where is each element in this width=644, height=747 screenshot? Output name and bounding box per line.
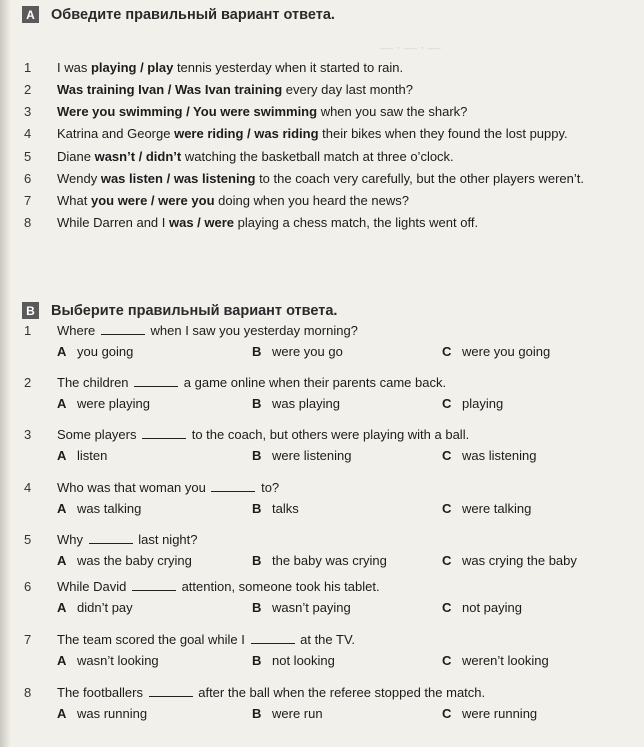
- item-number: 5: [24, 149, 32, 164]
- option-c[interactable]: [442, 500, 531, 517]
- item-number: 2: [24, 82, 32, 97]
- exercise-a-item: [24, 170, 584, 188]
- answer-blank[interactable]: [134, 374, 178, 387]
- answer-choice[interactable]: were riding / was riding: [174, 126, 319, 141]
- question-number: 5: [24, 532, 32, 547]
- question-number: 4: [24, 480, 32, 495]
- option-a[interactable]: [57, 552, 192, 569]
- exercise-a-item: [24, 192, 409, 210]
- question-text: at the TV.: [296, 632, 356, 647]
- option-a[interactable]: [57, 343, 133, 360]
- option-text: were playing: [77, 396, 150, 411]
- sentence-text: Katrina and George: [57, 126, 175, 141]
- item-number: 4: [24, 126, 32, 141]
- option-c[interactable]: [442, 652, 549, 669]
- option-b[interactable]: [252, 552, 387, 569]
- sentence-text: every day last month?: [282, 82, 413, 97]
- answer-blank[interactable]: [149, 684, 193, 697]
- sentence-text: to the coach very carefully, but the other players weren’t.: [255, 171, 584, 186]
- option-letter: B: [252, 706, 262, 721]
- exercise-b-question: [24, 426, 469, 443]
- option-text: you going: [77, 344, 134, 359]
- answer-blank[interactable]: [132, 578, 176, 591]
- option-a[interactable]: [57, 447, 107, 464]
- option-text: were you going: [462, 344, 551, 359]
- question-text: attention, someone took his tablet.: [177, 579, 380, 594]
- option-c[interactable]: [442, 395, 503, 412]
- option-text: were talking: [462, 501, 532, 516]
- option-letter: C: [442, 501, 452, 516]
- question-text: a game online when their parents came back.: [180, 375, 447, 390]
- option-a[interactable]: [57, 599, 133, 616]
- question-text: Where: [57, 323, 99, 338]
- exercise-a-item: [24, 148, 454, 166]
- option-letter: C: [442, 396, 452, 411]
- option-text: wasn’t looking: [77, 653, 159, 668]
- question-text: While David: [57, 579, 130, 594]
- sentence-text: doing when you heard the news?: [214, 193, 409, 208]
- answer-blank[interactable]: [142, 426, 186, 439]
- option-text: were you go: [272, 344, 343, 359]
- question-text: to the coach, but others were playing with a ball.: [188, 427, 470, 442]
- option-letter: A: [57, 501, 67, 516]
- option-letter: B: [252, 501, 262, 516]
- option-a[interactable]: [57, 705, 147, 722]
- option-letter: A: [57, 553, 67, 568]
- option-letter: B: [252, 448, 262, 463]
- option-text: was crying the baby: [462, 553, 577, 568]
- answer-blank[interactable]: [89, 531, 133, 544]
- answer-blank[interactable]: [211, 479, 255, 492]
- option-letter: C: [442, 344, 452, 359]
- sentence-text: What: [57, 193, 91, 208]
- option-text: weren’t looking: [462, 653, 549, 668]
- question-number: 1: [24, 323, 32, 338]
- answer-choice[interactable]: playing / play: [90, 60, 174, 75]
- option-text: listen: [77, 448, 108, 463]
- exercise-b-question: [24, 531, 198, 548]
- option-text: wasn’t paying: [272, 600, 351, 615]
- sentence-text: While Darren and I: [57, 215, 169, 230]
- answer-choice[interactable]: Was training Ivan / Was Ivan training: [57, 82, 283, 97]
- option-c[interactable]: [442, 599, 522, 616]
- option-text: not paying: [462, 600, 522, 615]
- option-c[interactable]: [442, 705, 537, 722]
- option-letter: B: [252, 553, 262, 568]
- question-text: after the ball when the referee stopped the match.: [194, 685, 486, 700]
- option-text: was running: [77, 706, 148, 721]
- answer-choice[interactable]: Were you swimming / You were swimming: [57, 104, 318, 119]
- option-b[interactable]: [252, 343, 343, 360]
- item-number: 3: [24, 104, 32, 119]
- question-number: 2: [24, 375, 32, 390]
- exercise-b-question: [24, 322, 358, 339]
- option-b[interactable]: [252, 500, 299, 517]
- item-number: 6: [24, 171, 32, 186]
- exercise-a-item: [24, 125, 568, 143]
- exercise-b-question: [24, 479, 279, 496]
- option-letter: B: [252, 653, 262, 668]
- exercise-b-question: [24, 631, 355, 648]
- sentence-text: their bikes when they found the lost puppy.: [318, 126, 568, 141]
- option-text: was playing: [272, 396, 340, 411]
- option-a[interactable]: [57, 500, 141, 517]
- section-b-letter: B: [22, 302, 39, 319]
- question-text: The footballers: [57, 685, 147, 700]
- option-letter: B: [252, 396, 262, 411]
- option-b[interactable]: [252, 599, 351, 616]
- option-text: not looking: [272, 653, 335, 668]
- section-b-header: [22, 302, 337, 319]
- question-text: Some players: [57, 427, 141, 442]
- question-text: to?: [257, 480, 280, 495]
- option-text: talks: [272, 501, 299, 516]
- option-c[interactable]: [442, 552, 577, 569]
- answer-choice[interactable]: you were / were you: [90, 193, 215, 208]
- option-a[interactable]: [57, 395, 150, 412]
- question-number: 6: [24, 579, 32, 594]
- option-b[interactable]: [252, 705, 323, 722]
- option-letter: A: [57, 653, 67, 668]
- option-a[interactable]: [57, 652, 159, 669]
- question-text: Who was that woman you: [57, 480, 210, 495]
- option-text: playing: [462, 396, 504, 411]
- option-b[interactable]: [252, 395, 340, 412]
- question-number: 7: [24, 632, 32, 647]
- section-a-letter: A: [22, 6, 39, 23]
- exercise-a-item: [24, 59, 403, 77]
- section-a-header: [22, 6, 335, 23]
- sentence-text: I was: [57, 60, 91, 75]
- option-text: were run: [272, 706, 323, 721]
- option-text: was the baby crying: [77, 553, 192, 568]
- option-letter: C: [442, 600, 452, 615]
- answer-blank[interactable]: [101, 322, 145, 335]
- exercise-a-item: [24, 81, 413, 99]
- question-number: 3: [24, 427, 32, 442]
- exercise-a-item: [24, 214, 478, 232]
- option-letter: C: [442, 653, 452, 668]
- answer-choice[interactable]: was listen / was listening: [100, 171, 256, 186]
- option-letter: C: [442, 448, 452, 463]
- exercise-a-item: [24, 103, 467, 121]
- sentence-text: Diane: [57, 149, 95, 164]
- question-text: when I saw you yesterday morning?: [146, 323, 358, 338]
- option-letter: A: [57, 344, 67, 359]
- option-b[interactable]: [252, 652, 335, 669]
- answer-choice[interactable]: was / were: [169, 215, 235, 230]
- sentence-text: Wendy: [57, 171, 101, 186]
- option-b[interactable]: [252, 447, 352, 464]
- item-number: 1: [24, 60, 32, 75]
- question-text: The team scored the goal while I: [57, 632, 249, 647]
- option-letter: A: [57, 448, 67, 463]
- option-letter: A: [57, 600, 67, 615]
- exercise-b-question: [24, 684, 485, 701]
- item-number: 8: [24, 215, 32, 230]
- question-text: Why: [57, 532, 87, 547]
- option-letter: B: [252, 344, 262, 359]
- question-text: The children: [57, 375, 133, 390]
- section-a-title: Обведите правильный вариант ответа.: [51, 6, 335, 23]
- option-letter: B: [252, 600, 262, 615]
- option-c[interactable]: [442, 343, 550, 360]
- sentence-text: watching the basketball match at three o’clock.: [181, 149, 454, 164]
- option-text: were running: [462, 706, 538, 721]
- option-text: the baby was crying: [272, 553, 387, 568]
- option-c[interactable]: [442, 447, 536, 464]
- option-text: were listening: [272, 448, 352, 463]
- answer-blank[interactable]: [251, 631, 295, 644]
- exercise-b-question: [24, 374, 446, 391]
- option-text: was talking: [77, 501, 142, 516]
- sentence-text: when you saw the shark?: [317, 104, 468, 119]
- bleed-through-text: — · — · —: [380, 40, 441, 55]
- page-edge: [0, 0, 10, 747]
- question-text: last night?: [134, 532, 198, 547]
- item-number: 7: [24, 193, 32, 208]
- option-letter: C: [442, 706, 452, 721]
- question-number: 8: [24, 685, 32, 700]
- answer-choice[interactable]: wasn’t / didn’t: [94, 149, 182, 164]
- option-letter: A: [57, 706, 67, 721]
- section-b-title: Выберите правильный вариант ответа.: [51, 302, 338, 319]
- option-letter: A: [57, 396, 67, 411]
- option-text: was listening: [462, 448, 537, 463]
- option-text: didn’t pay: [77, 600, 133, 615]
- exercise-b-question: [24, 578, 380, 595]
- option-letter: C: [442, 553, 452, 568]
- sentence-text: tennis yesterday when it started to rain.: [173, 60, 404, 75]
- sentence-text: playing a chess match, the lights went off.: [234, 215, 479, 230]
